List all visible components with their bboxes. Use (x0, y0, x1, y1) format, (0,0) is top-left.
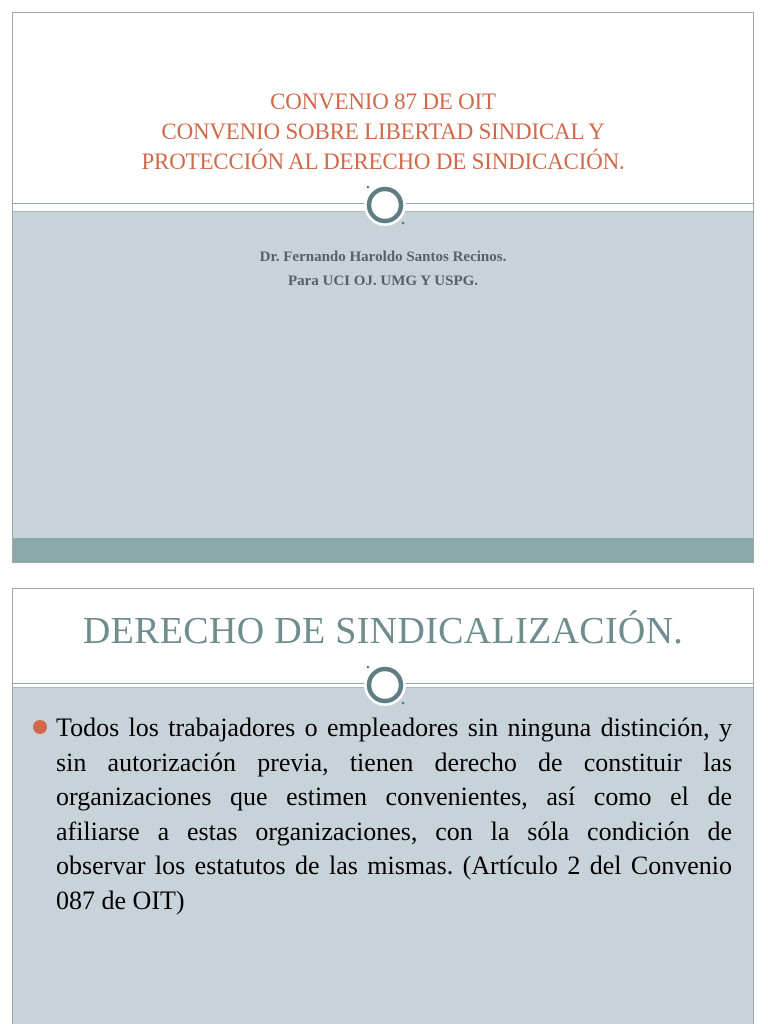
slide-2 (12, 588, 754, 1024)
presenter-info (13, 245, 753, 293)
title-line-1: CONVENIO 87 DE OIT (270, 89, 496, 114)
footer-band (13, 538, 753, 563)
presenter-name: Dr. Fernando Haroldo Santos Recinos. (259, 249, 507, 265)
title-line-3: PROTECCIÓN AL DERECHO DE SINDICACIÓN. (141, 149, 625, 174)
ring-ornament-icon (363, 663, 407, 707)
bullet-text: Todos los trabajadores o empleadores sin ninguna distinción, y sin autorización previa, tienen derecho de constituir las organizaciones que estimen convenientes, así como el de afiliarse a estas organizaciones, con la sóla condición de observar los estatutos de las mismas. (Artículo 2 del Convenio 087 de OIT) (56, 713, 732, 915)
bullet-dot-icon (33, 720, 47, 734)
slide-1 (12, 12, 754, 563)
slide-1-title (13, 87, 753, 177)
ring-ornament-icon (363, 183, 407, 227)
presenter-affiliation: Para UCI OJ. UMG Y USPG. (287, 273, 479, 289)
title-line-2: CONVENIO SOBRE LIBERTAD SINDICAL Y (161, 119, 605, 144)
slide-2-title: DERECHO DE SINDICALIZACIÓN. (82, 610, 684, 652)
